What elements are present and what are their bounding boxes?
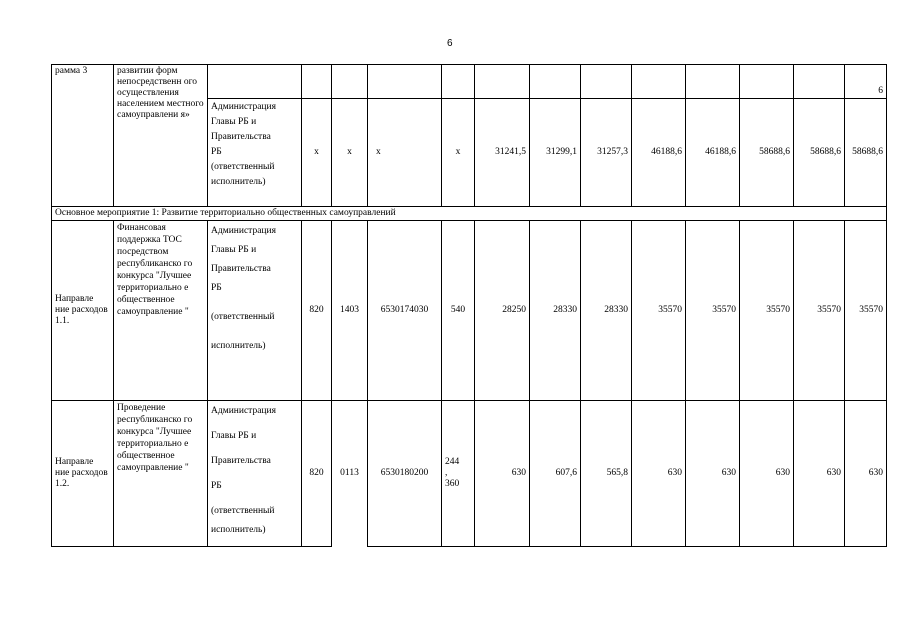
- executor-line: (ответственный: [211, 506, 275, 516]
- table-cell: [632, 65, 686, 99]
- executor-line: Правительства: [211, 456, 271, 466]
- value-cell: 630: [794, 401, 845, 547]
- executor-line: РБ: [211, 481, 222, 491]
- csr-cell: 6530174030: [368, 221, 442, 401]
- value-cell: 35570: [632, 221, 686, 401]
- value-cell: 630: [686, 401, 740, 547]
- page-number: 6: [447, 38, 453, 49]
- value-cell: 28330: [581, 221, 632, 401]
- table-cell: [52, 99, 114, 207]
- executor-line: Администрация: [211, 102, 276, 112]
- value-cell: 58688,6: [845, 99, 887, 207]
- grbs-cell: 820: [302, 401, 332, 547]
- executor-line: (ответственный: [211, 162, 275, 172]
- table-row: [52, 65, 887, 99]
- value-cell: 31257,3: [581, 99, 632, 207]
- table-cell: [740, 65, 794, 99]
- executor-line: РБ: [211, 147, 222, 157]
- rzpr-cell: 1403: [332, 221, 368, 401]
- executor-cell: [208, 401, 302, 547]
- table-cell: [332, 65, 368, 99]
- value-cell: 46188,6: [686, 99, 740, 207]
- csr-cell: 6530180200: [368, 401, 442, 547]
- vr-separator: ,: [445, 468, 448, 478]
- executor-line: исполнитель): [211, 177, 266, 187]
- value-cell: 28330: [530, 221, 581, 401]
- table-row: [52, 401, 887, 547]
- grbs-cell: x: [302, 99, 332, 207]
- value-cell: 35570: [740, 221, 794, 401]
- value-cell: 58688,6: [794, 99, 845, 207]
- table-cell: 6: [845, 65, 887, 99]
- executor-line: Администрация: [211, 226, 276, 236]
- direction-cell: Направле ние расходов 1.2.: [52, 401, 114, 547]
- table-cell: [442, 65, 475, 99]
- executor-line: Правительства: [211, 264, 271, 274]
- executor-line: исполнитель): [211, 341, 266, 351]
- value-cell: 35570: [845, 221, 887, 401]
- vr-code: 360: [445, 479, 460, 489]
- value-cell: 35570: [686, 221, 740, 401]
- table-cell: [208, 65, 302, 99]
- rzpr-cell: 0113: [332, 401, 368, 547]
- vr-cell: x: [442, 99, 475, 207]
- table-cell: [302, 65, 332, 99]
- executor-cell: [208, 221, 302, 401]
- budget-table: [51, 64, 887, 547]
- executor-line: исполнитель): [211, 525, 266, 535]
- value-cell: 630: [740, 401, 794, 547]
- executor-line: РБ: [211, 283, 222, 293]
- grbs-cell: 820: [302, 221, 332, 401]
- table-cell: [475, 65, 530, 99]
- executor-line: Администрация: [211, 406, 276, 416]
- executor-line: Главы РБ и: [211, 245, 257, 255]
- program-cell: рамма 3: [52, 65, 114, 99]
- executor-line: Главы РБ и: [211, 431, 257, 441]
- rzpr-cell: x: [332, 99, 368, 207]
- executor-cell: [208, 99, 302, 207]
- value-cell: 31241,5: [475, 99, 530, 207]
- executor-line: Правительства: [211, 132, 271, 142]
- executor-line: (ответственный: [211, 312, 275, 322]
- value-cell: 630: [845, 401, 887, 547]
- program-name-cell: развитии форм непосредственн ого осуществления населением местного самоуправлени я»: [114, 65, 208, 207]
- value-cell: 565,8: [581, 401, 632, 547]
- value-cell: 31299,1: [530, 99, 581, 207]
- value-cell: 46188,6: [632, 99, 686, 207]
- table-cell: [794, 65, 845, 99]
- csr-cell: x: [368, 99, 442, 207]
- table-row: [52, 207, 887, 221]
- table-cell: [581, 65, 632, 99]
- vr-code: 244: [445, 457, 460, 467]
- direction-cell: Направле ние расходов 1.1.: [52, 221, 114, 401]
- table-row: [52, 221, 887, 401]
- main-event-header: Основное мероприятие 1: Развитие территориально общественных самоуправлений: [52, 207, 887, 221]
- table-cell: [368, 65, 442, 99]
- description-cell: Финансовая поддержка ТОС посредством республиканско го конкурса "Лучшее территориально е общественное самоуправление ": [114, 221, 208, 401]
- vr-cell: [442, 401, 475, 547]
- value-cell: 58688,6: [740, 99, 794, 207]
- vr-cell: 540: [442, 221, 475, 401]
- value-cell: 630: [632, 401, 686, 547]
- table-cell: [530, 65, 581, 99]
- description-cell: Проведение республиканско го конкурса "Лучшее территориально е общественное самоуправление ": [114, 401, 208, 547]
- executor-line: Главы РБ и: [211, 117, 257, 127]
- value-cell: 28250: [475, 221, 530, 401]
- value-cell: 35570: [794, 221, 845, 401]
- value-cell: 630: [475, 401, 530, 547]
- value-cell: 607,6: [530, 401, 581, 547]
- table-cell: [686, 65, 740, 99]
